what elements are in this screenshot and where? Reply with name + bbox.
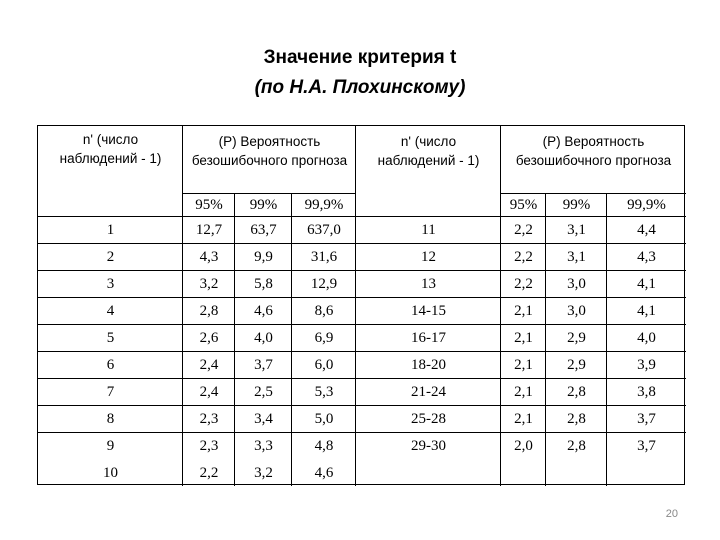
cell-n-right: 14-15 (411, 303, 446, 319)
cell-right-999: 4,1 (637, 276, 656, 292)
cell-right-99: 3,0 (567, 303, 586, 319)
subheader-right-2: 99,9% (627, 197, 666, 213)
cell-right-999: 4,4 (637, 222, 656, 238)
cell-n-right: 18-20 (411, 357, 446, 373)
cell-n-right: 13 (421, 276, 436, 292)
cell-left-99: 4,0 (254, 330, 273, 346)
cell-right-99: 3,0 (567, 276, 586, 292)
cell-left-99: 9,9 (254, 249, 273, 265)
cell-left-95: 2,4 (199, 357, 219, 373)
cell-n-right: 29-30 (411, 438, 446, 454)
cell-left-999: 31,6 (310, 249, 338, 265)
cell-n-left: 5 (106, 330, 115, 346)
cell-right-95: 2,2 (514, 249, 533, 265)
cell-left-95: 2,4 (199, 384, 219, 400)
subheader-left-1: 99% (249, 197, 278, 213)
grid-hline (501, 193, 686, 194)
grid-hline (38, 324, 686, 325)
cell-n-left: 9 (106, 438, 115, 454)
cell-right-99: 3,1 (567, 222, 586, 238)
cell-left-999: 637,0 (307, 222, 341, 238)
cell-left-99: 3,7 (254, 357, 273, 373)
cell-left-999: 4,6 (314, 465, 334, 481)
cell-left-999: 12,9 (310, 276, 338, 292)
cell-right-95: 2,1 (514, 357, 533, 373)
cell-right-999: 3,7 (637, 438, 656, 454)
subheader-right-1: 99% (562, 197, 591, 213)
cell-left-95: 2,6 (199, 330, 219, 346)
cell-right-99: 2,9 (567, 357, 586, 373)
cell-n-left: 7 (106, 384, 115, 400)
cell-left-99: 2,5 (254, 384, 273, 400)
cell-n-right: 25-28 (411, 411, 446, 427)
cell-right-95: 2,1 (514, 411, 533, 427)
header-probability-right: (Р) Вероятность безошибочного прогноза (515, 134, 672, 168)
cell-left-999: 8,6 (314, 303, 334, 319)
cell-left-95: 2,3 (199, 438, 219, 454)
cell-left-99: 3,3 (254, 438, 273, 454)
page-number: 20 (665, 508, 678, 520)
header-probability-left: (Р) Вероятность безошибочного прогноза (191, 134, 348, 168)
grid-hline (38, 243, 686, 244)
cell-n-left: 8 (106, 411, 115, 427)
grid-hline (38, 432, 686, 433)
grid-hline (38, 351, 686, 352)
cell-right-99: 2,8 (567, 384, 586, 400)
cell-left-95: 2,3 (199, 411, 219, 427)
cell-n-left: 6 (106, 357, 115, 373)
slide-title: Значение критерия t (263, 47, 457, 68)
cell-n-left: 2 (106, 249, 115, 265)
cell-n-right: 21-24 (411, 384, 446, 400)
cell-left-999: 5,0 (314, 411, 334, 427)
cell-left-95: 2,2 (199, 465, 219, 481)
cell-right-95: 2,2 (514, 276, 533, 292)
slide-subtitle: (по Н.А. Плохинскому) (254, 77, 466, 98)
cell-right-999: 4,1 (637, 303, 656, 319)
cell-left-999: 6,0 (314, 357, 334, 373)
cell-left-95: 3,2 (199, 276, 219, 292)
cell-n-left: 3 (106, 276, 115, 292)
cell-left-99: 5,8 (254, 276, 273, 292)
cell-right-95: 2,1 (514, 303, 533, 319)
cell-right-999: 3,7 (637, 411, 656, 427)
subheader-left-0: 95% (195, 197, 223, 213)
cell-right-95: 2,1 (514, 384, 533, 400)
cell-n-left: 4 (106, 303, 115, 319)
cell-right-99: 3,1 (567, 249, 586, 265)
cell-left-999: 6,9 (314, 330, 334, 346)
header-n-right: n' (число наблюдений - 1) (377, 134, 480, 168)
header-n-left: n' (число наблюдений - 1) (59, 132, 162, 166)
cell-right-99: 2,8 (567, 438, 586, 454)
cell-n-left: 10 (103, 465, 118, 481)
grid-hline (38, 297, 686, 298)
grid-hline (38, 378, 686, 379)
cell-right-95: 2,1 (514, 330, 533, 346)
cell-right-999: 3,9 (637, 357, 656, 373)
cell-right-999: 4,3 (637, 249, 656, 265)
cell-left-95: 12,7 (195, 222, 223, 238)
subheader-left-2: 99,9% (304, 197, 344, 213)
cell-n-left: 1 (106, 222, 115, 238)
cell-left-999: 5,3 (314, 384, 334, 400)
cell-n-right: 16-17 (411, 330, 446, 346)
grid-hline (183, 193, 355, 194)
grid-hline (38, 405, 686, 406)
cell-right-95: 2,2 (514, 222, 533, 238)
t-criterion-table (37, 125, 685, 485)
cell-left-99: 3,2 (254, 465, 273, 481)
cell-right-95: 2,0 (514, 438, 533, 454)
grid-hline (38, 216, 686, 217)
cell-left-999: 4,8 (314, 438, 334, 454)
cell-n-right: 12 (421, 249, 436, 265)
cell-left-99: 4,6 (254, 303, 273, 319)
cell-n-right: 11 (421, 222, 436, 238)
subheader-right-0: 95% (509, 197, 538, 213)
cell-right-99: 2,9 (567, 330, 586, 346)
cell-right-999: 3,8 (637, 384, 656, 400)
grid-hline (38, 270, 686, 271)
cell-left-99: 3,4 (254, 411, 273, 427)
cell-left-95: 2,8 (199, 303, 219, 319)
cell-left-95: 4,3 (199, 249, 219, 265)
cell-left-99: 63,7 (250, 222, 277, 238)
cell-right-99: 2,8 (567, 411, 586, 427)
cell-right-999: 4,0 (637, 330, 656, 346)
